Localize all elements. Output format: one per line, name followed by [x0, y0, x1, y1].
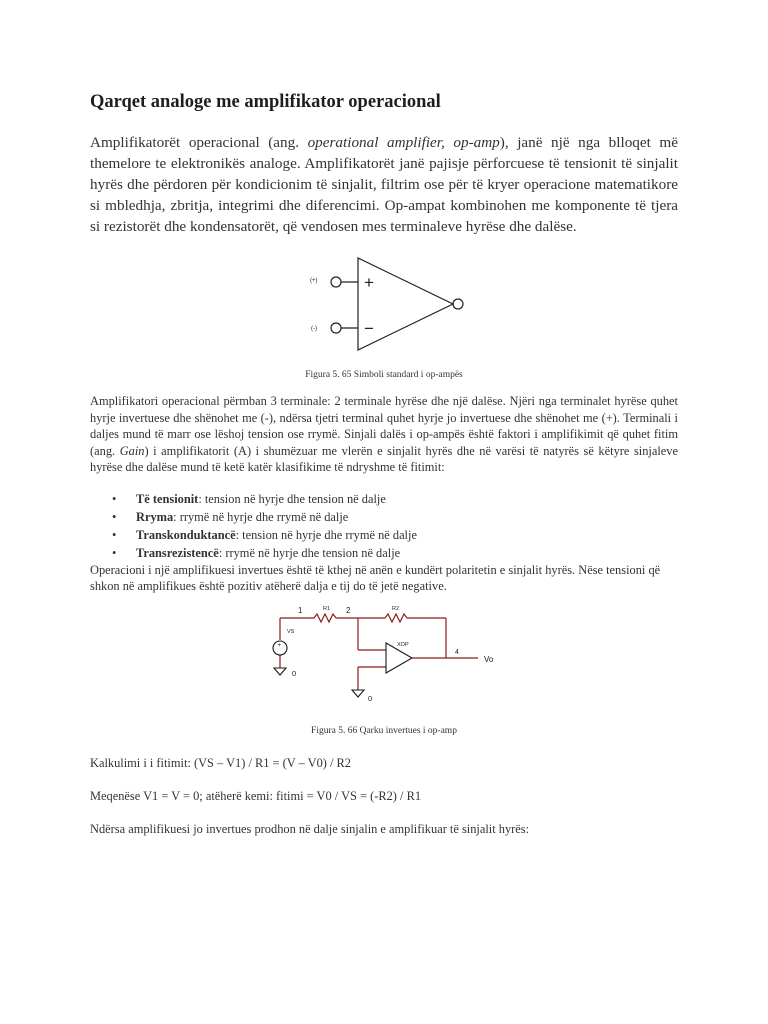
non-inverting-intro: Ndërsa amplifikuesi jo invertues prodhon në dalje sinjalin e amplifikuar të sinjalit hyrës: [90, 822, 530, 836]
vs-label: VS [287, 629, 295, 635]
list-item [90, 508, 678, 526]
list-item [90, 544, 678, 562]
list-item [90, 490, 678, 508]
node-2-label: 2 [346, 606, 351, 615]
vo-label: Vo [484, 655, 494, 664]
list-item-desc: : tension në hyrje dhe rrymë në dalje [235, 528, 417, 542]
list-item-term: Transkonduktancë [136, 528, 236, 542]
intro-paragraph [90, 132, 678, 237]
r2-label: R2 [392, 606, 400, 612]
node-4-label: 4 [455, 649, 459, 656]
bullet-icon: • [112, 510, 117, 524]
page-title: Qarqet analoge me amplifikator operacional [90, 92, 441, 112]
figure1-caption: Figura 5. 65 Simboli standard i op-ampës [305, 370, 463, 380]
bullet-icon: • [112, 546, 117, 560]
plus-terminal-label: (+) [310, 278, 318, 284]
list-item-desc: : tension në hyrje dhe tension në dalje [198, 492, 386, 506]
r1-label: R1 [323, 606, 331, 612]
list-item-desc: : rrymë në hyrje dhe rrymë në dalje [173, 510, 349, 524]
para2-text-1: Amplifikatori operacional përmban 3 terminale: 2 terminale hyrëse dhe një dalëse. Njëri nga terminalet hyrëse quhet hyrje invertuese dhe shënohet me (-), ndërsa tjetri terminal quhet hyrje jo invertuese dhe shënohet me (+). Terminali i daljes mund të marr ose lëshoj tension ose rrymë. Sinjali dalës i op-ampës është faktori i amplifikimit që quhet fitim (ang. [90, 394, 678, 458]
bullet-icon: • [112, 528, 117, 542]
op-amp-description-paragraph [90, 393, 678, 476]
para2-italic: Gain [119, 443, 145, 458]
gain-result-equation: Meqenëse V1 = V = 0; atëherë kemi: fitimi = V0 / VS = (-R2) / R1 [90, 789, 422, 803]
ground-2-label: 0 [368, 694, 373, 703]
gain-classification-list [90, 490, 678, 562]
minus-sign: − [364, 319, 374, 338]
list-item-term: Rryma [136, 510, 174, 524]
svg-text:+: + [277, 643, 282, 649]
ground-1-label: 0 [292, 669, 297, 678]
list-item [90, 526, 678, 544]
plus-sign: + [364, 273, 374, 292]
node-1-label: 1 [298, 606, 303, 615]
para2-text-2: ) i amplifikatorit (A) i shumëzuar me vlerën e sinjalit hyrës dhe në varësi të natyrës së këtyre sinjaleve hyrëse dhe dalëse mund të ketë katër klasifikime të ndryshme të fitimit: [90, 443, 678, 475]
list-item-term: Transrezistencë [136, 546, 219, 560]
gain-calculation-equation: Kalkulimi i i fitimit: (VS – V1) / R1 = (V – V0) / R2 [90, 756, 352, 770]
intro-text-1: Amplifikatorët operacional (ang. [90, 134, 308, 151]
intro-italic: operational amplifier, op-amp [307, 134, 500, 151]
list-item-term: Të tensionit [136, 492, 199, 506]
minus-terminal-label: (-) [311, 326, 317, 332]
intro-text-2: ), janë një nga blloqet më themelore te elektronikës analoge. Amplifikatorët janë pajisje përforcuese të tensionit të sinjalit hyrës dhe përdoren për kondicionim të sinjalit, filtrim ose për të kryer operacione matematikore si mbledhja, zbritja, integrimi dhe diferencimi. Op-ampat kombinohen me komponente të tjera si rezistorët dhe kondensatorët, që vendosen mes terminaleve hyrëse dhe dalëse. [90, 134, 678, 235]
bullet-icon: • [112, 492, 117, 506]
figure2-caption: Figura 5. 66 Qarku invertues i op-amp [311, 726, 457, 736]
xop-label: XOP [397, 642, 409, 648]
list-item-desc: : rrymë në hyrje dhe tension në dalje [218, 546, 401, 560]
inverting-description-paragraph: Operacioni i një amplifikuesi invertues është të kthej në anën e kundërt polaritetin e sinjalit hyrës. Nëse tensioni që shkon në amplifikues është pozitiv atëherë dalja e tij do të jetë negative. [90, 563, 661, 593]
